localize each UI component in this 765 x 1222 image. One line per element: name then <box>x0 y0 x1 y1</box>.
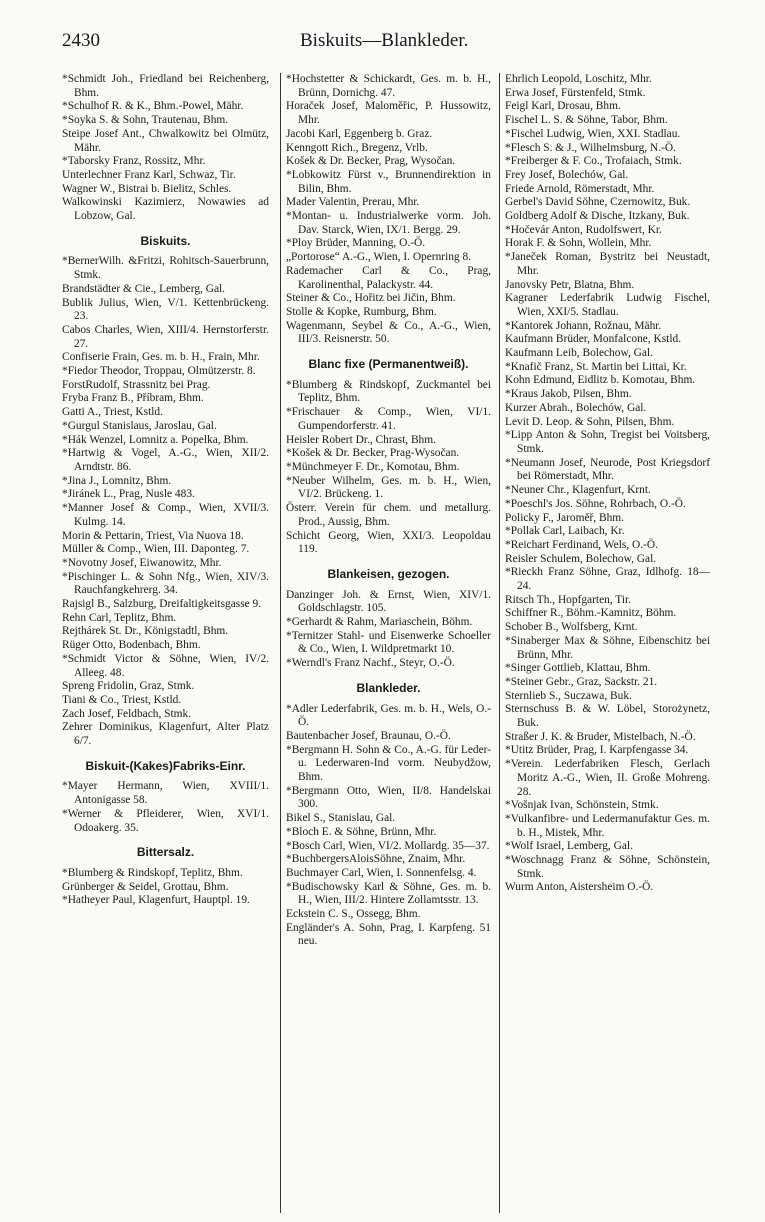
directory-entry: *Blumberg & Rindskopf, Zuckmantel bei Teplitz, Bhm. <box>286 378 491 405</box>
directory-entry: *Werner & Pfleiderer, Wien, XVI/1. Odoakerg. 35. <box>62 807 269 834</box>
running-title: Biskuits—Blankleder. <box>300 30 469 51</box>
directory-entry: *Hočevár Anton, Rudolfswert, Kr. <box>505 223 662 236</box>
directory-entry: Kagraner Lederfabrik Ludwig Fischel, Wien, XXI/5. Stadlau. <box>505 292 710 318</box>
directory-entry: Österr. Verein für chem. und metallurg. Prod., Aussig, Bhm. <box>286 502 491 528</box>
directory-entry: Tiani & Co., Triest, Kstld. <box>62 693 182 706</box>
directory-entry: Sternlieb S., Suczawa, Buk. <box>505 689 632 702</box>
directory-entry: *Bergmann H. Sohn & Co., A.-G. für Leder- u. Lederwaren-Ind vorm. Neubydžow, Bhm. <box>286 743 491 784</box>
directory-entry: Unterlechner Franz Karl, Schwaz, Tir. <box>62 168 236 181</box>
directory-entry: Engländer's A. Sohn, Prag, I. Karpfeng. 51 neu. <box>286 921 491 948</box>
directory-entry: Horak F. & Sohn, Wollein, Mhr. <box>505 237 652 250</box>
directory-entry: *Neumann Josef, Neurode, Post Kriegsdorf bei Römerstadt, Mhr. <box>505 456 710 483</box>
directory-entry: *BuchbergersAloisSöhne, Znaim, Mhr. <box>286 853 466 866</box>
directory-entry: *Ploy Brüder, Manning, O.-Ö. <box>286 237 426 250</box>
directory-entry: ForstRudolf, Strassnitz bei Prag. <box>62 378 211 391</box>
directory-entry: Feigl Karl, Drosau, Bhm. <box>505 100 621 113</box>
directory-entry: Morin & Pettarin, Triest, Via Nuova 18. <box>62 529 244 542</box>
directory-entry: *Werndl's Franz Nachf., Steyr, O.-Ö. <box>286 657 455 670</box>
directory-entry: *Bergmann Otto, Wien, II/8. Handelskai 300. <box>286 784 491 811</box>
page-number: 2430 <box>62 30 100 51</box>
directory-entry: Zach Josef, Feldbach, Stmk. <box>62 707 192 720</box>
directory-entry: *Neuber Wilhelm, Ges. m. b. H., Wien, VI/2. Brückeng. 1. <box>286 474 491 501</box>
directory-entry: „Portorose“ A.-G., Wien, I. Opernring 8. <box>286 251 472 264</box>
directory-entry: *Lobkowitz Fürst v., Brunnendirektion in Bilin, Bhm. <box>286 168 491 195</box>
directory-entry: *Jiránek L., Prag, Nusle 483. <box>62 488 195 501</box>
directory-entry: *Hochstetter & Schickardt, Ges. m. b. H., Brünn, Dornichg. 47. <box>286 73 491 99</box>
directory-entry: *Adler Lederfabrik, Ges. m. b. H., Wels, O.-Ö. <box>286 702 491 729</box>
directory-entry: *Gerhardt & Rahm, Mariaschein, Böhm. <box>286 616 473 629</box>
directory-entry: *Mayer Hermann, Wien, XVIII/1. Antonigasse 58. <box>62 780 269 807</box>
directory-entry: *Košek & Dr. Becker, Prag-Wysočan. <box>286 447 460 460</box>
directory-entry: *Poeschl's Jos. Söhne, Rohrbach, O.-Ö. <box>505 497 686 510</box>
directory-entry: *Vulkanfibre- und Ledermanufaktur Ges. m. b. H., Mistek, Mhr. <box>505 812 710 839</box>
directory-entry: Janovsky Petr, Blatna, Bhm. <box>505 278 635 291</box>
directory-entry: *Ternitzer Stahl- und Eisenwerke Schoeller & Co., Wien, I. Wildpretmarkt 10. <box>286 629 491 656</box>
directory-entry: *Utitz Brüder, Prag, I. Karpfengasse 34. <box>505 744 689 757</box>
directory-entry: *Schmidt Victor & Söhne, Wien, IV/2. Alleeg. 48. <box>62 652 269 679</box>
directory-entry: *Singer Gottlieb, Klattau, Bhm. <box>505 662 651 675</box>
directory-entry: *Verein. Lederfabriken Flesch, Gerlach Moritz A.-G., Wien, II. Große Mohreng. 28. <box>505 758 710 798</box>
directory-entry: Kaufmann Brüder, Monfalcone, Kstld. <box>505 333 682 346</box>
directory-entry: Wagner W., Bistrai b. Bielitz, Schles. <box>62 182 232 195</box>
directory-entry: *Reichart Ferdinand, Wels, O.-Ö. <box>505 538 658 551</box>
directory-entry: Confiserie Frain, Ges. m. b. H., Frain, Mhr. <box>62 351 260 364</box>
directory-entry: *Schulhof R. & K., Bhm.-Powel, Mähr. <box>62 100 244 113</box>
directory-entry: Bublik Julius, Wien, V/1. Kettenbrückeng. 23. <box>62 296 269 323</box>
directory-entry: *Hák Wenzel, Lomnitz a. Popelka, Bhm. <box>62 433 249 446</box>
section-heading: Biskuit-(Kakes)Fabriks-Einr. <box>85 758 246 773</box>
directory-entry: Reisler Schulem, Bolechow, Gal. <box>505 552 657 565</box>
directory-entry: *Wolf Israel, Lemberg, Gal. <box>505 840 633 853</box>
directory-entry: *Kantorek Johann, Rožnau, Mähr. <box>505 319 662 332</box>
directory-entry: *Flesch S. & J., Wilhelmsburg, N.-Ö. <box>505 141 676 154</box>
section-heading: Blankleder. <box>356 680 421 695</box>
directory-entry: Mader Valentin, Prerau, Mhr. <box>286 196 420 209</box>
directory-entry: Rüger Otto, Bodenbach, Bhm. <box>62 639 201 652</box>
section-heading: Bittersalz. <box>136 845 195 860</box>
directory-entry: *Münchmeyer F. Dr., Komotau, Bhm. <box>286 460 460 473</box>
directory-entry: Müller & Comp., Wien, III. Daponteg. 7. <box>62 543 250 556</box>
directory-entry: Fryba Franz B., Příbram, Bhm. <box>62 392 204 405</box>
page-header <box>0 0 765 62</box>
directory-entry: Sternschuss B. & W. Löbel, Storożynetz, Buk. <box>505 703 710 730</box>
directory-entry: *Blumberg & Rindskopf, Teplitz, Bhm. <box>62 866 243 879</box>
directory-entry: Kaufmann Leib, Bolechow, Gal. <box>505 347 653 360</box>
directory-entry: Schober B., Wolfsberg, Krnt. <box>505 621 638 634</box>
column-1 <box>62 73 269 1213</box>
directory-entry: Wagenmann, Seybel & Co., A.-G., Wien, III/3. Reisnerstr. 50. <box>286 319 491 346</box>
directory-entry: Goldberg Adolf & Dische, Itzkany, Buk. <box>505 210 690 223</box>
directory-entry: Schiffner R., Böhm.-Kamnitz, Böhm. <box>505 607 677 620</box>
directory-entry: Straßer J. K. & Bruder, Mistelbach, N.-Ö. <box>505 730 696 743</box>
directory-entry: Rehn Carl, Teplitz, Bhm. <box>62 611 177 624</box>
directory-entry: Schicht Georg, Wien, XXI/3. Leopoldau 119. <box>286 529 491 556</box>
directory-entry: *Novotny Josef, Eiwanowitz, Mhr. <box>62 556 222 569</box>
directory-entry: Walkowinski Kazimierz, Nowawies ad Lobzow, Gal. <box>62 196 269 223</box>
directory-entry: Frey Josef, Bolechów, Gal. <box>505 168 629 181</box>
directory-entry: Brandstädter & Cie., Lemberg, Gal. <box>62 282 226 295</box>
directory-entry: *Schmidt Joh., Friedland bei Reichenberg, Bhm. <box>62 73 269 99</box>
directory-entry: *Soyka S. & Sohn, Trautenau, Bhm. <box>62 114 229 127</box>
directory-entry: *Knafič Franz, St. Martin bei Littai, Kr. <box>505 360 687 373</box>
directory-entry: Stolle & Kopke, Rumburg, Bhm. <box>286 305 437 318</box>
directory-entry: Steiner & Co., Hořitz bei Jičin, Bhm. <box>286 292 456 305</box>
directory-entry: Danzinger Joh. & Ernst, Wien, XIV/1. Goldschlagstr. 105. <box>286 588 491 615</box>
directory-entry: Rejthárek St. Dr., Königstadtl, Bhm. <box>62 625 229 638</box>
directory-entry: Erwa Josef, Fürstenfeld, Stmk. <box>505 86 646 99</box>
directory-entry: *Rieckh Franz Söhne, Graz, Idlhofg. 18—24. <box>505 566 710 593</box>
directory-entry: Wurm Anton, Aistersheim O.-Ö. <box>505 881 654 894</box>
directory-entry: *Fiedor Theodor, Troppau, Olmützerstr. 8. <box>62 365 256 378</box>
directory-entry: Levit D. Leop. & Sohn, Pilsen, Bhm. <box>505 415 675 428</box>
section-heading: Blanc fixe (Permanentweiß). <box>308 357 469 372</box>
directory-entry: Cabos Charles, Wien, XIII/4. Hernstorferstr. 27. <box>62 323 269 350</box>
directory-entry: *Kraus Jakob, Pilsen, Bhm. <box>505 388 632 401</box>
directory-entry: *Freiberger & F. Co., Trofaiach, Stmk. <box>505 155 682 168</box>
directory-entry: Eckstein C. S., Ossegg, Bhm. <box>286 908 421 921</box>
directory-entry: Zehrer Dominikus, Klagenfurt, Alter Platz 6/7. <box>62 721 269 748</box>
directory-entry: Rajsigl B., Salzburg, Dreifaltigkeitsgasse 9. <box>62 598 262 611</box>
directory-entry: Friede Arnold, Römerstadt, Mhr. <box>505 182 655 195</box>
directory-entry: Grünberger & Seidel, Grottau, Bhm. <box>62 880 229 893</box>
directory-entry: *Manner Josef & Comp., Wien, XVII/3. Kulmg. 14. <box>62 502 269 528</box>
directory-entry: Rademacher Carl & Co., Prag, Karolinenthal, Palackystr. 44. <box>286 264 491 291</box>
directory-entry: Heisler Robert Dr., Chrast, Bhm. <box>286 433 436 446</box>
directory-entry: *Pischinger L. & Sohn Nfg., Wien, XIV/3. Rauchfangkehrerg. 34. <box>62 570 269 597</box>
directory-entry: Jacobi Karl, Eggenberg b. Graz. <box>286 127 433 140</box>
directory-entry: *BernerWilh. &Fritzi, Rohitsch-Sauerbrunn, Stmk. <box>62 255 269 282</box>
directory-entry: Buchmayer Carl, Wien, I. Sonnenfelsg. 4. <box>286 866 477 879</box>
directory-entry: *Vošnjak Ivan, Schönstein, Stmk. <box>505 799 659 812</box>
directory-entry: Gatti A., Triest, Kstld. <box>62 406 163 419</box>
directory-entry: Steipe Josef Ant., Chwalkowitz bei Olmütz, Mähr. <box>62 127 269 154</box>
directory-entry: *Woschnagg Franz & Söhne, Schönstein, Stmk. <box>505 854 710 880</box>
directory-entry: *Fischel Ludwig, Wien, XXI. Stadlau. <box>505 127 681 140</box>
directory-entry: *Montan- u. Industrialwerke vorm. Joh. Dav. Starck, Wien, IX/1. Bergg. 29. <box>286 210 491 236</box>
directory-entry: *Janeček Roman, Bystritz bei Neustadt, Mhr. <box>505 251 710 277</box>
directory-entry: *Pollak Carl, Laibach, Kr. <box>505 525 625 538</box>
directory-entry: Bikel S., Stanislau, Gal. <box>286 812 396 825</box>
directory-entry: *Frischauer & Comp., Wien, VI/1. Gumpendorferstr. 41. <box>286 406 491 432</box>
directory-entry: *Bloch E. & Söhne, Brünn, Mhr. <box>286 825 437 838</box>
directory-entry: *Gurgul Stanislaus, Jaroslau, Gal. <box>62 419 217 432</box>
directory-entry: Gerbel's David Söhne, Czernowitz, Buk. <box>505 196 691 209</box>
section-heading: Blankeisen, gezogen. <box>327 566 450 581</box>
directory-entry: *Taborsky Franz, Rossitz, Mhr. <box>62 155 206 168</box>
directory-entry: Ritsch Th., Hopfgarten, Tir. <box>505 593 632 606</box>
directory-entry: Policky F., Jaroměř, Bhm. <box>505 511 625 524</box>
directory-entry: Fischel L. S. & Söhne, Tabor, Bhm. <box>505 114 668 127</box>
directory-entry: Ehrlich Leopold, Loschitz, Mhr. <box>505 73 652 85</box>
directory-entry: *Hartwig & Vogel, A.-G., Wien, XII/2. Arndtstr. 86. <box>62 447 269 473</box>
column-3 <box>499 73 710 1213</box>
directory-entry: Kenngott Rich., Bregenz, Vrlb. <box>286 141 428 154</box>
directory-entry: Košek & Dr. Becker, Prag, Wysočan. <box>286 155 456 168</box>
directory-entry: *Lipp Anton & Sohn, Tregist bei Voitsberg, Stmk. <box>505 429 710 455</box>
column-2 <box>280 73 491 1213</box>
directory-entry: *Neuner Chr., Klagenfurt, Krnt. <box>505 484 651 497</box>
directory-entry: *Bosch Carl, Wien, VI/2. Mollardg. 35—37. <box>286 839 490 852</box>
directory-entry: *Steiner Gebr., Graz, Sackstr. 21. <box>505 675 658 688</box>
directory-entry: Spreng Fridolin, Graz, Stmk. <box>62 680 195 693</box>
directory-entry: *Budischowsky Karl & Söhne, Ges. m. b. H., Wien, III/2. Hintere Zollamtsstr. 13. <box>286 880 491 907</box>
section-heading: Biskuits. <box>140 233 191 248</box>
directory-entry: *Jina J., Lomnitz, Bhm. <box>62 474 172 487</box>
directory-entry: Kurzer Abrah., Bolechów, Gal. <box>505 401 647 414</box>
directory-entry: *Hatheyer Paul, Klagenfurt, Hauptpl. 19. <box>62 894 250 907</box>
directory-entry: Horaček Josef, Malomĕřic, P. Hussowitz, Mhr. <box>286 100 491 127</box>
directory-columns <box>62 73 710 1213</box>
directory-entry: Bautenbacher Josef, Braunau, O.-Ö. <box>286 729 451 742</box>
directory-entry: Kohn Edmund, Eidlitz b. Komotau, Bhm. <box>505 374 696 387</box>
directory-entry: *Sinaberger Max & Söhne, Eibenschitz bei Brünn, Mhr. <box>505 634 710 661</box>
